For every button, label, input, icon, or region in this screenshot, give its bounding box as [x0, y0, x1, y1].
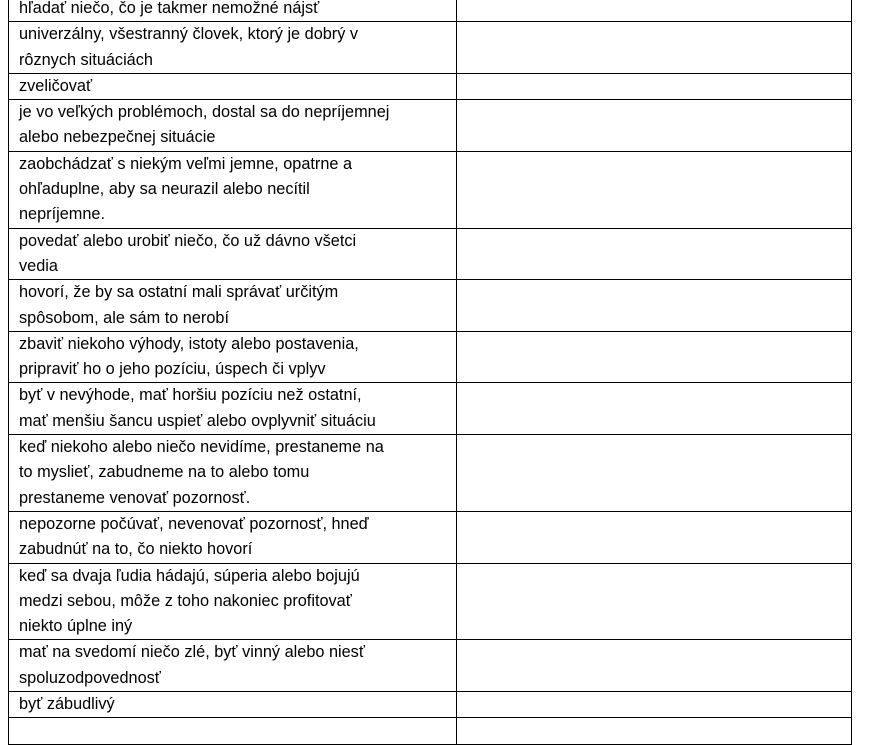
answer-cell[interactable]: [457, 280, 852, 332]
definition-line: spôsobom, ale sám to nerobí: [19, 308, 229, 327]
answer-cell[interactable]: [457, 228, 852, 280]
definition-line: to myslieť, zabudneme na to alebo tomu: [19, 463, 310, 482]
definition-line: keď niekoho alebo niečo nevidíme, prestaneme na: [19, 438, 384, 457]
definition-cell: [9, 151, 457, 228]
definition-cell: [9, 435, 457, 512]
definition-line: pripraviť ho o jeho pozíciu, úspech či vplyv: [19, 360, 326, 379]
answer-cell[interactable]: [457, 563, 852, 640]
definition-line: zbaviť niekoho výhody, istoty alebo postavenia,: [19, 334, 359, 353]
definition-line: keď sa dvaja ľudia hádajú, súperia alebo bojujú: [19, 566, 360, 585]
definition-cell: [9, 280, 457, 332]
definition-line: alebo nebezpečnej situácie: [19, 128, 216, 147]
table-row: [9, 22, 852, 74]
definition-cell: [9, 73, 457, 99]
table-row: [9, 640, 852, 692]
definition-line: ohľaduplne, aby sa neurazil alebo necítil: [19, 180, 310, 199]
vocabulary-table: [8, 0, 852, 745]
definition-line: je vo veľkých problémoch, dostal sa do nepríjemnej: [19, 103, 390, 122]
answer-cell[interactable]: [457, 435, 852, 512]
table-row: [9, 331, 852, 383]
table-row: [9, 563, 852, 640]
definition-line: nepozorne počúvať, nevenovať pozornosť, hneď: [19, 514, 369, 533]
answer-cell[interactable]: [457, 151, 852, 228]
definition-cell: [9, 511, 457, 563]
answer-cell[interactable]: [457, 511, 852, 563]
definition-line: byť v nevýhode, mať horšiu pozíciu než ostatní,: [19, 386, 362, 405]
table-row: [9, 100, 852, 152]
definition-line: byť zábudlivý: [19, 695, 115, 714]
definition-cell: [9, 228, 457, 280]
definition-cell: [9, 383, 457, 435]
definition-line: zabudnúť na to, čo niekto hovorí: [19, 540, 253, 559]
definition-line: vedia: [19, 256, 58, 275]
definition-cell: [9, 692, 457, 718]
answer-cell[interactable]: [457, 73, 852, 99]
definition-cell: [9, 100, 457, 152]
definition-cell: [9, 563, 457, 640]
table-row: [9, 0, 852, 22]
definition-line: zaobchádzať s niekým veľmi jemne, opatrne a: [19, 154, 353, 173]
answer-cell[interactable]: [457, 383, 852, 435]
table-row: [9, 280, 852, 332]
definition-line: prestaneme venovať pozornosť.: [19, 488, 251, 507]
definition-line: hovorí, že by sa ostatní mali správať určitým: [19, 283, 339, 302]
table-row: [9, 435, 852, 512]
table-row: [9, 228, 852, 280]
answer-cell[interactable]: [457, 331, 852, 383]
definition-line: zveličovať: [19, 76, 93, 95]
definition-cell: [9, 718, 457, 744]
definition-line: povedať alebo urobiť niečo, čo už dávno všetci: [19, 231, 357, 250]
answer-cell[interactable]: [457, 640, 852, 692]
answer-cell[interactable]: [457, 0, 852, 22]
definition-line: mať menšiu šancu uspieť alebo ovplyvniť situáciu: [19, 411, 376, 430]
definition-line: hľadať niečo, čo je takmer nemožné nájsť: [19, 0, 320, 17]
definition-cell: [9, 22, 457, 74]
definition-cell: [9, 640, 457, 692]
definition-line: rôznych situáciách: [19, 50, 153, 69]
definition-line: medzi sebou, môže z toho nakoniec profitovať: [19, 591, 352, 610]
definition-line: nepríjemne.: [19, 205, 105, 224]
definition-line: niekto úplne iný: [19, 617, 133, 636]
table-row: [9, 718, 852, 744]
definition-cell: [9, 0, 457, 22]
table-row: [9, 151, 852, 228]
answer-cell[interactable]: [457, 100, 852, 152]
definition-line: [19, 718, 456, 743]
definition-line: univerzálny, všestranný človek, ktorý je dobrý v: [19, 25, 359, 44]
definition-line: spoluzodpovednosť: [19, 668, 161, 687]
table-row: [9, 511, 852, 563]
answer-cell[interactable]: [457, 718, 852, 744]
answer-cell[interactable]: [457, 692, 852, 718]
table-row: [9, 383, 852, 435]
table-body: [9, 0, 852, 744]
definition-line: mať na svedomí niečo zlé, byť vinný alebo niesť: [19, 643, 365, 662]
table-row: [9, 692, 852, 718]
table-row: [9, 73, 852, 99]
definition-cell: [9, 331, 457, 383]
answer-cell[interactable]: [457, 22, 852, 74]
